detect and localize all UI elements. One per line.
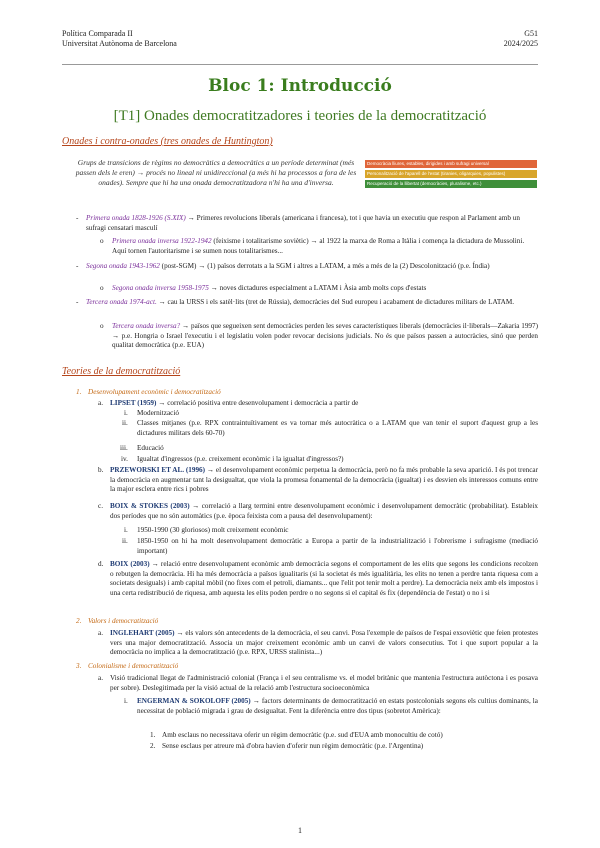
author: BOIX & STOKES (2003) xyxy=(110,502,190,510)
list-letter: c. xyxy=(98,502,103,510)
course-name: Política Comparada II xyxy=(62,29,133,38)
author: PRZEWORSKI ET AL. (1996) xyxy=(110,466,206,474)
theory-text: → els valors són antecedents de la democràcia, el seu canvi. Posa l'exemple de països de l'espai exsoviètic que feien protestes vers una major democratització. Associa un major creixement econòmic amb un canvi de valors consecutius. Tot i que suport popular a la democràcia no implica a la democratització (p.e. RPX, URSS stalinista...) xyxy=(110,629,538,657)
legend-item: Democràcia lliures, estables, dirigides i amb sufragi universal xyxy=(365,160,537,168)
wave-3 xyxy=(86,298,538,308)
waves-definition: Grups de transicions de règims no democràtics a democràtics a un període determinat (més passen dels le eren) → procés no lineal ni unidireccional (a més hi ha processos a fora de les onades). Sempre que hi ha una onada democratitzadora n'hi ha una d'inversa. xyxy=(75,158,357,187)
list-roman: ii. xyxy=(122,537,128,545)
author: LIPSET (1959) xyxy=(110,399,157,407)
wave-label: Primera onada inversa 1922-1942 xyxy=(112,237,212,245)
section-heading-waves: Onades i contra-onades (tres onades de Huntington) xyxy=(62,136,273,147)
wave-text: → cau la URSS i els satèl·lits (tret de Rússia), democràcies del Sud europeu i acabament de dictadures militars de LATAM. xyxy=(156,298,515,306)
sub-item: Igualtat d'ingressos (p.e. creixement econòmic i la igualtat d'ingressos?) xyxy=(137,455,344,463)
list-letter: a. xyxy=(98,674,103,682)
list-roman: iv. xyxy=(121,455,128,463)
waves-legend xyxy=(365,160,537,190)
list-letter: b. xyxy=(98,466,104,474)
page-number: 1 xyxy=(298,826,302,835)
list-number: 1. xyxy=(150,731,156,739)
wave-label: Tercera onada 1974-act. xyxy=(86,298,157,306)
list-number: 2. xyxy=(76,617,82,625)
sub-item: Educació xyxy=(137,444,164,452)
sub-item: 1950-1990 (30 gloriosos) molt creixement econòmic xyxy=(137,526,289,534)
list-roman: ii. xyxy=(122,419,128,427)
author: ENGERMAN & SOKOLOFF (2005) xyxy=(137,697,251,705)
bullet-dash: - xyxy=(76,214,79,222)
wave-label: Primera onada 1828-1926 (S.XIX) xyxy=(86,214,186,222)
theory-heading-values: Valors i democratització xyxy=(88,617,159,625)
course-code: G51 xyxy=(524,29,538,38)
theory-engerman-sokoloff xyxy=(137,697,538,716)
theory-text: → relació entre desenvolupament econòmic amb democràcia segons el comportament de les elits que segons les condicions recolzen o rebutgen la democràcia. Hi ha més democràcia a països igualitaris (si la societat és més igualitària, les elits no tenen a perdre tanta riquesa com a societats desiguals) i amb capital mòbil (no fixes com el petroli, diamants... que l'elit pot tenir molt a perdre). La democràcia neix amb els impostos i una certa redistribució de riquesa, amb aquesta les elits poden perdre o no segons si el capital és fix (dependència de l'estat) o no i si xyxy=(110,560,538,597)
sub-item: 1850-1950 on hi ha molt desenvolupament democràtic a Europa a partir de la industrialització i l'obrerisme i sufragisme (mediació important) xyxy=(137,537,538,555)
list-roman: i. xyxy=(124,697,128,705)
header-right xyxy=(62,29,538,49)
author: BOIX (2003) xyxy=(110,560,150,568)
wave-label: Segona onada inversa 1958-1975 xyxy=(112,284,209,292)
legend-item: Personalització de l'aparell de l'estat (tiranies, oligarquies, populistes) xyxy=(365,170,537,178)
wave-2 xyxy=(86,262,538,272)
wave-text: (feixisme i totalitarisme soviètic) → al 1922 la marxa de Roma a Itàlia i comença la dictadura de Mussolini. Aquí tornen l'autoritarisme i se sumen nous totalitarismes... xyxy=(112,237,525,255)
list-number: 1. xyxy=(76,388,82,396)
list-roman: i. xyxy=(124,526,128,534)
wave-3-inverse xyxy=(112,322,538,351)
theory-boix xyxy=(110,560,538,598)
wave-1 xyxy=(86,214,538,233)
wave-1-inverse xyxy=(112,237,538,256)
wave-text: → noves dictadures especialment a LATAM i Àsia amb molts cops d'estats xyxy=(208,284,427,292)
page-title: Bloc 1: Introducció xyxy=(208,76,392,96)
list-roman: i. xyxy=(124,409,128,417)
list-letter: a. xyxy=(98,629,103,637)
theory-text: → factors determinants de democratització en estats postcolonials segons els cultius dominants, la necessitat de població migrada i grau de desigualtat. Fent la diferència entre dos tipus (sobretot Amèrica): xyxy=(137,697,538,715)
bullet-dash: - xyxy=(76,262,79,270)
list-letter: d. xyxy=(98,560,104,568)
wave-text: → Primeres revolucions liberals (americana i francesa), tot i que havia un executiu que respon al Parlament amb un sufragi censatari masculí xyxy=(86,214,520,232)
list-number: 3. xyxy=(76,662,82,670)
page-subtitle: [T1] Onades democratitzadores i teories de la democratització xyxy=(113,108,487,124)
wave-text: → països que segueixen sent democràcies perden les seves característiques liberals (democràcies il·liberals—Zakaria 1997) → p.e. Hongria o Israel l'executiu i el legislatiu volen poder revocar decisions judicials. No és que països passen a autocràcies, sinó que perden qualitat democràtica (p.e. EUA) xyxy=(112,322,538,350)
bullet-circle: o xyxy=(100,237,104,245)
bullet-circle: o xyxy=(100,284,104,292)
theory-heading-colonialism: Colonialisme i democratització xyxy=(88,662,179,670)
theory-inglehart xyxy=(110,629,538,658)
sub-item: Modernització xyxy=(137,409,179,417)
header-divider xyxy=(62,64,538,65)
theory-przeworski xyxy=(110,466,538,495)
list-number: 2. xyxy=(150,742,156,750)
sub-item: Classes mitjanes (p.e. RPX contraintuïtivament es va tornar més autocràtica o a LATAM que van tenir el suport d'aquest grup a les dictadures militars dels 60-70) xyxy=(137,419,538,437)
list-letter: a. xyxy=(98,399,103,407)
section-heading-theories: Teories de la democratització xyxy=(62,366,181,377)
theory-boix-stokes xyxy=(110,502,538,521)
theory-colonial-legacy: Visió tradicional llegat de l'administració colonial (França i el seu centralisme vs. el model britànic que mantenia l'estructura autòctona i es posava per sobre). Deslegitimada per la visió actual de la relació amb l'estructura socioeconòmica xyxy=(110,674,538,692)
theory-lipset xyxy=(110,399,538,409)
legend-item: Recuperació de la llibertat (democràcies, pluralisme, etc.) xyxy=(365,180,537,188)
theory-text: → el desenvolupament econòmic perpetua la democràcia, però no fa més probable la seva aparició. I és pot trencar la democràcia en augmentar tant la desigualtat, que viola la promesa fonamental de la democràcia (igualtat) i es desvien els interessos comuns entre la major esclera entre rics i pobres xyxy=(110,466,538,494)
sub-item: Amb esclaus no necessitava oferir un règim democràtic (p.e. sud d'EUA amb monocultiu de cotó) xyxy=(162,731,443,739)
sub-item: Sense esclaus per atreure mà d'obra havien d'oferir nun règim democràtic (p.e. l'Argentina) xyxy=(162,742,424,750)
university-name: Universitat Autònoma de Barcelona xyxy=(62,39,177,48)
theory-text: → correlació a llarg termini entre desenvolupament econòmic i desenvolupament democràtic (probabilitat). Estableix dos períodes que no són automàtics (p.e. època feixista com a pausa del desenvolupament): xyxy=(110,502,538,520)
bullet-dash: - xyxy=(76,298,79,306)
academic-year: 2024/2025 xyxy=(503,39,538,48)
list-roman: iii. xyxy=(120,444,128,452)
author: INGLEHART (2005) xyxy=(110,629,175,637)
bullet-circle: o xyxy=(100,322,104,330)
wave-2-inverse xyxy=(112,284,538,294)
wave-text: (post-SGM) → (1) països derrotats a la SGM i altres a LATAM, a més a més de la (2) Descolonització (p.e. Índia) xyxy=(159,262,490,270)
theory-heading-economic: Desenvolupament econòmic i democratització xyxy=(88,388,221,396)
wave-label: Tercera onada inversa? xyxy=(112,322,181,330)
theory-text: → correlació positiva entre desenvolupament i democràcia a partir de xyxy=(156,399,359,407)
wave-label: Segona onada 1943-1962 xyxy=(86,262,160,270)
